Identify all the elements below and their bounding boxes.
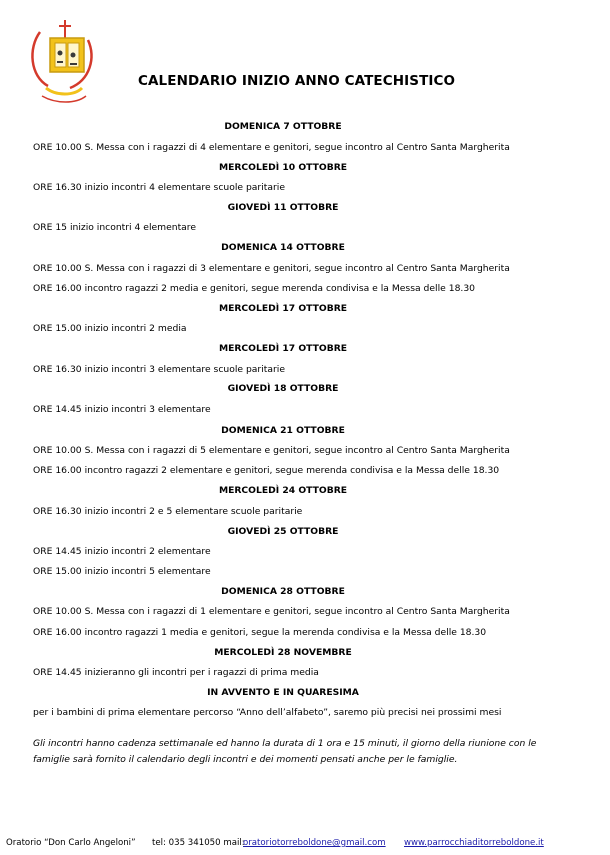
schedule-day-heading: MERCOLEDÌ 17 OTTOBRE xyxy=(218,343,348,354)
schedule-day-heading: GIOVEDÌ 18 OTTOBRE xyxy=(227,383,339,394)
schedule-day-heading: MERCOLEDÌ 10 OTTOBRE xyxy=(218,162,348,173)
schedule-event: ORE 16.30 inizio incontri 3 elementare scuole paritarie xyxy=(33,364,285,375)
schedule-event: ORE 16.30 inizio incontri 2 e 5 elementare scuole paritarie xyxy=(33,506,303,517)
schedule-day-heading: GIOVEDÌ 25 OTTOBRE xyxy=(227,526,339,537)
schedule-day-heading: MERCOLEDÌ 17 OTTOBRE xyxy=(218,303,348,314)
schedule-event: ORE 14.45 inizio incontri 3 elementare xyxy=(33,404,211,415)
schedule-event: ORE 10.00 S. Messa con i ragazzi di 5 elementare e genitori, segue incontro al Centro Santa Margherita xyxy=(33,445,510,456)
schedule-day-heading: IN AVVENTO E IN QUARESIMA xyxy=(207,687,359,698)
page-title: CALENDARIO INIZIO ANNO CATECHISTICO xyxy=(138,73,456,89)
schedule-day-heading: MERCOLEDÌ 24 OTTOBRE xyxy=(218,485,348,496)
schedule-event: ORE 16.00 incontro ragazzi 1 media e genitori, segue la merenda condivisa e la Messa delle 18.30 xyxy=(33,627,487,638)
footer-website-link[interactable]: www.parrocchiaditorreboldone.it xyxy=(404,838,544,848)
schedule-note: Gli incontri hanno cadenza settimanale ed hanno la durata di 1 ora e 15 minuti, il giorno della riunione con le famiglie sarà fornito il calendario degli incontri e dei momenti pensati anche per le famiglie. xyxy=(33,738,537,765)
schedule-event: ORE 16.30 inizio incontri 4 elementare scuole paritarie xyxy=(33,182,285,193)
schedule-event: ORE 10.00 S. Messa con i ragazzi di 3 elementare e genitori, segue incontro al Centro Santa Margherita xyxy=(33,263,510,274)
schedule-event: ORE 10.00 S. Messa con i ragazzi di 1 elementare e genitori, segue incontro al Centro Santa Margherita xyxy=(33,606,510,617)
schedule-event: ORE 14.45 inizieranno gli incontri per i ragazzi di prima media xyxy=(33,667,319,678)
schedule-day-heading: DOMENICA 21 OTTOBRE xyxy=(221,425,345,436)
schedule-event: ORE 10.00 S. Messa con i ragazzi di 4 elementare e genitori, segue incontro al Centro Santa Margherita xyxy=(33,142,510,153)
schedule-day-heading: GIOVEDÌ 11 OTTOBRE xyxy=(227,202,339,213)
footer-name: Oratorio “Don Carlo Angeloni” xyxy=(6,838,136,848)
schedule-event: ORE 16.00 incontro ragazzi 2 elementare e genitori, segue merenda condivisa e la Messa delle 18.30 xyxy=(33,465,500,476)
schedule-day-heading: DOMENICA 7 OTTOBRE xyxy=(224,121,342,132)
schedule-event: ORE 15 inizio incontri 4 elementare xyxy=(33,222,197,233)
oratorio-logo xyxy=(26,18,98,104)
footer-email-link[interactable]: oratoriotorreboldone@gmail.com xyxy=(243,838,386,848)
schedule-day-heading: DOMENICA 28 OTTOBRE xyxy=(221,586,345,597)
footer-contact: tel: 035 341050 mail: xyxy=(152,838,245,848)
schedule-day-heading: MERCOLEDÌ 28 NOVEMBRE xyxy=(214,647,352,658)
schedule-day-heading: DOMENICA 14 OTTOBRE xyxy=(221,242,345,253)
oratorio-logo-icon xyxy=(26,18,98,104)
schedule-event: per i bambini di prima elementare percorso “Anno dell’alfabeto”, saremo più precisi nei prossimi mesi xyxy=(33,707,502,718)
schedule-event: ORE 16.00 incontro ragazzi 2 media e genitori, segue merenda condivisa e la Messa delle 18.30 xyxy=(33,283,476,294)
schedule-event: ORE 14.45 inizio incontri 2 elementare xyxy=(33,546,211,557)
schedule-event: ORE 15.00 inizio incontri 2 media xyxy=(33,323,187,334)
schedule-event: ORE 15.00 inizio incontri 5 elementare xyxy=(33,566,211,577)
